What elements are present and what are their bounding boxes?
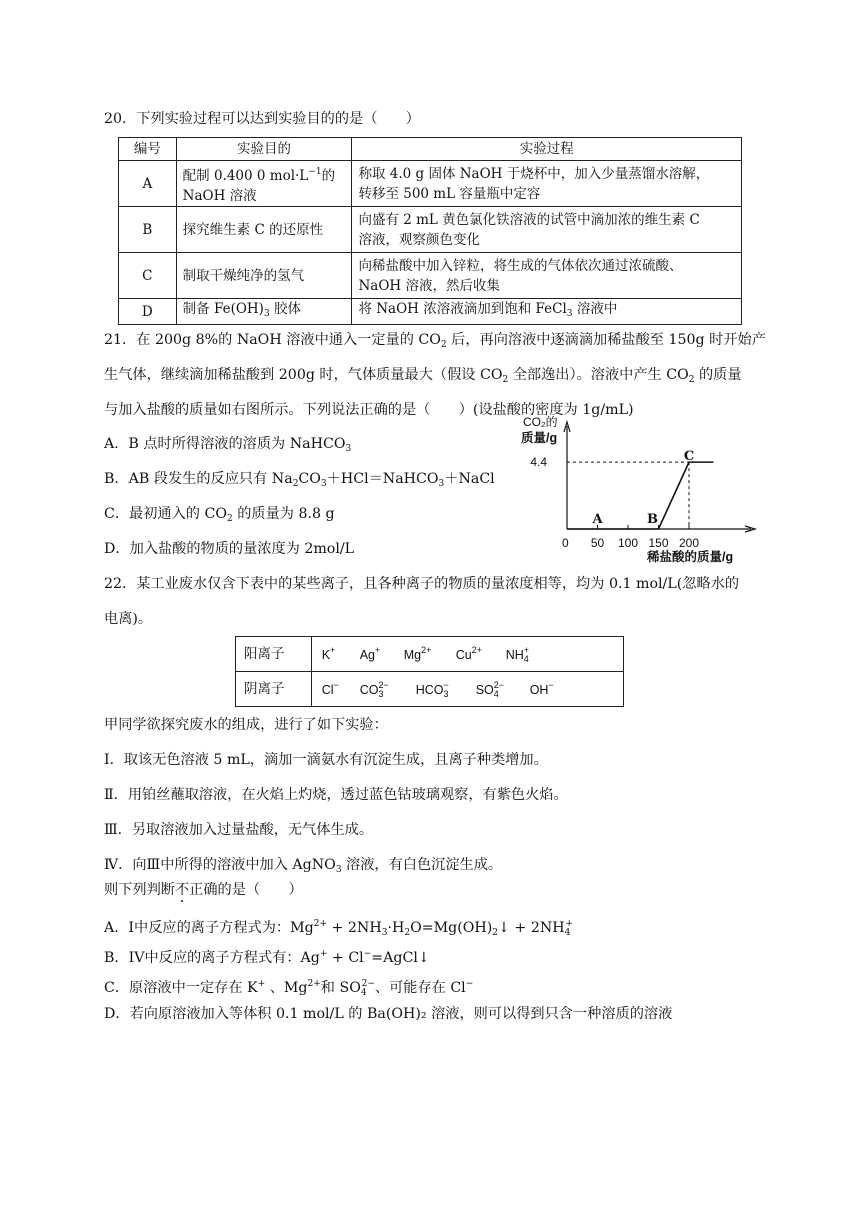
table-header-row — [119, 138, 742, 161]
x-tick-label: 150 — [648, 536, 669, 550]
ion: OH− — [529, 679, 554, 697]
ion: K+ — [321, 644, 336, 662]
row-procedure: 向稀盐酸中加入锌粒，将生成的气体依次通过浓硫酸、 NaOH 溶液，然后收集 — [352, 253, 742, 299]
row-procedure: 称取 4.0 g 固体 NaOH 于烧杯中，加入少量蒸馏水溶解， 转移至 500 mL 容量瓶中定容 — [352, 161, 742, 207]
q22-option-b: B．IV中反应的离子方程式有：Ag+ + Cl−=AgCl↓ — [104, 949, 430, 966]
q21-stem-line2: 生气体，继续滴加稀盐酸到 200g 时，气体质量最大（假设 $CO_2$ 全部逸出）。溶液中产生 $CO_2$ 的质量 — [104, 367, 742, 385]
q21-stem-line1: 21．在 200g 8%的 NaOH 溶液中通入一定量的 $CO_2$ 后，再向溶液中逐滴滴加稀盐酸至 150g 时开始产 — [104, 332, 766, 350]
q22-step-3: Ⅲ．另取溶液加入过量盐酸，无气体生成。 — [104, 822, 374, 838]
q22-option-a: A．I中反应的离子方程式为：$Mg^{2+}$ + $2NH_3\cdot H_2O=Mg(OH)_2↓ + 2NH_4^+$ — [104, 919, 573, 938]
cation-row — [236, 637, 624, 672]
header-procedure: 实验过程 — [352, 138, 742, 161]
anion-list — [311, 672, 623, 707]
q22-stem-line1: 22．某工业废水仅含下表中的某些离子，且各种离子的物质的量浓度相等，均为 0.1 mol/L(忽略水的 — [104, 576, 740, 592]
ion: $CO_3^{2-}$ — [359, 679, 389, 699]
y-axis-label-line1: CO₂的 — [523, 415, 558, 429]
row-id: A — [119, 161, 177, 207]
row-id: D — [119, 299, 177, 325]
q22-stem-line2: 电离)。 — [104, 611, 153, 627]
ion: $Mg^{2+}$ — [403, 644, 432, 662]
q22-step-1: Ⅰ．取该无色溶液 5 mL，滴加一滴氨水有沉淀生成，且离子种类增加。 — [104, 752, 548, 768]
point-label-c: C — [683, 449, 695, 465]
row-procedure: 将 NaOH 浓溶液滴加到饱和 FeCl$_3$ 溶液中 — [352, 299, 742, 325]
q21-option-a: A．B 点时所得溶液的溶质为 NaHCO$_3$ — [104, 436, 352, 454]
row-goal: 制备 $Fe(OH)_3$ 胶体 — [176, 299, 352, 325]
row-procedure: 向盛有 2 mL 黄色氯化铁溶液的试管中滴加浓的维生素 C 溶液，观察颜色变化 — [352, 207, 742, 253]
x-tick-label: 100 — [617, 536, 639, 550]
co2-series-line — [567, 462, 713, 529]
q22-intro: 甲同学欲探究废水的组成，进行了如下实验： — [104, 717, 388, 733]
q22-option-c: C．原溶液中一定存在 K+ 、$Mg^{2+}$和 $SO_4^{2-}$、可能存在 Cl− — [104, 979, 474, 998]
q21-option-b: B．AB 段发生的反应只有 $Na_2CO_3+HCl=NaHCO_3+NaCl$ — [104, 471, 495, 489]
x-tick-label: 200 — [678, 536, 700, 550]
q20-table — [118, 137, 742, 325]
q21-option-d: D．加入盐酸的物质的量浓度为 2mol/L — [104, 541, 355, 557]
q22-step-4: Ⅳ．向Ⅲ中所得的溶液中加入 AgNO$_3$ 溶液，有白色沉淀生成。 — [104, 857, 503, 875]
point-label-b: B — [647, 512, 658, 527]
y-tick-label: 4.4 — [530, 455, 547, 470]
ion: $NH_4^+$ — [505, 644, 530, 664]
y-axis-label-line2: 质量/g — [521, 431, 558, 445]
ion: $HCO_3^-$ — [415, 679, 449, 699]
co2-mass-chart — [500, 410, 770, 570]
q21-option-c: C．最初通入的 $CO_2$ 的质量为 8.8 g — [104, 506, 335, 524]
q21-stem-line3: 与加入盐酸的质量如右图所示。下列说法正确的是（ ）(设盐酸的密度为 1g/mL) — [104, 402, 634, 418]
table-row — [119, 299, 742, 325]
table-row — [119, 161, 742, 207]
ion-table — [235, 636, 624, 707]
anion-label: 阴离子 — [236, 672, 312, 707]
ion: $Cu^{2+}$ — [455, 644, 482, 662]
header-id: 编号 — [119, 138, 177, 161]
q20-stem: 20．下列实验过程可以达到实验目的的是（ ） — [104, 111, 420, 127]
point-label-a: A — [592, 512, 603, 527]
x-tick-label: 50 — [590, 536, 605, 550]
row-goal: 配制 0.400 0 $mol\cdot L^{-1}$的 NaOH 溶液 — [176, 161, 352, 207]
anion-row — [236, 672, 624, 707]
table-row — [119, 253, 742, 299]
ion: $SO_4^{2-}$ — [475, 679, 505, 699]
row-id: B — [119, 207, 177, 253]
ion: Ag+ — [359, 644, 381, 662]
cation-list — [311, 637, 623, 672]
row-id: C — [119, 253, 177, 299]
q22-step-2: Ⅱ．用铂丝蘸取溶液，在火焰上灼烧，透过蓝色钴玻璃观察，有紫色火焰。 — [104, 787, 568, 803]
ion: Cl− — [321, 679, 339, 697]
q22-option-d: D．若向原溶液加入等体积 0.1 mol/L 的 Ba(OH)₂ 溶液，则可以得到只含一种溶质的溶液 — [104, 1006, 673, 1022]
table-row — [119, 207, 742, 253]
origin-label: 0 — [562, 536, 569, 550]
q22-question: 则下列判断不正确的是（ ） — [104, 882, 303, 898]
row-goal: 制取干燥纯净的氢气 — [176, 253, 352, 299]
x-axis-label: 稀盐酸的质量/g — [647, 550, 734, 564]
header-goal: 实验目的 — [176, 138, 352, 161]
cation-label: 阳离子 — [236, 637, 312, 672]
row-goal: 探究维生素 C 的还原性 — [176, 207, 352, 253]
